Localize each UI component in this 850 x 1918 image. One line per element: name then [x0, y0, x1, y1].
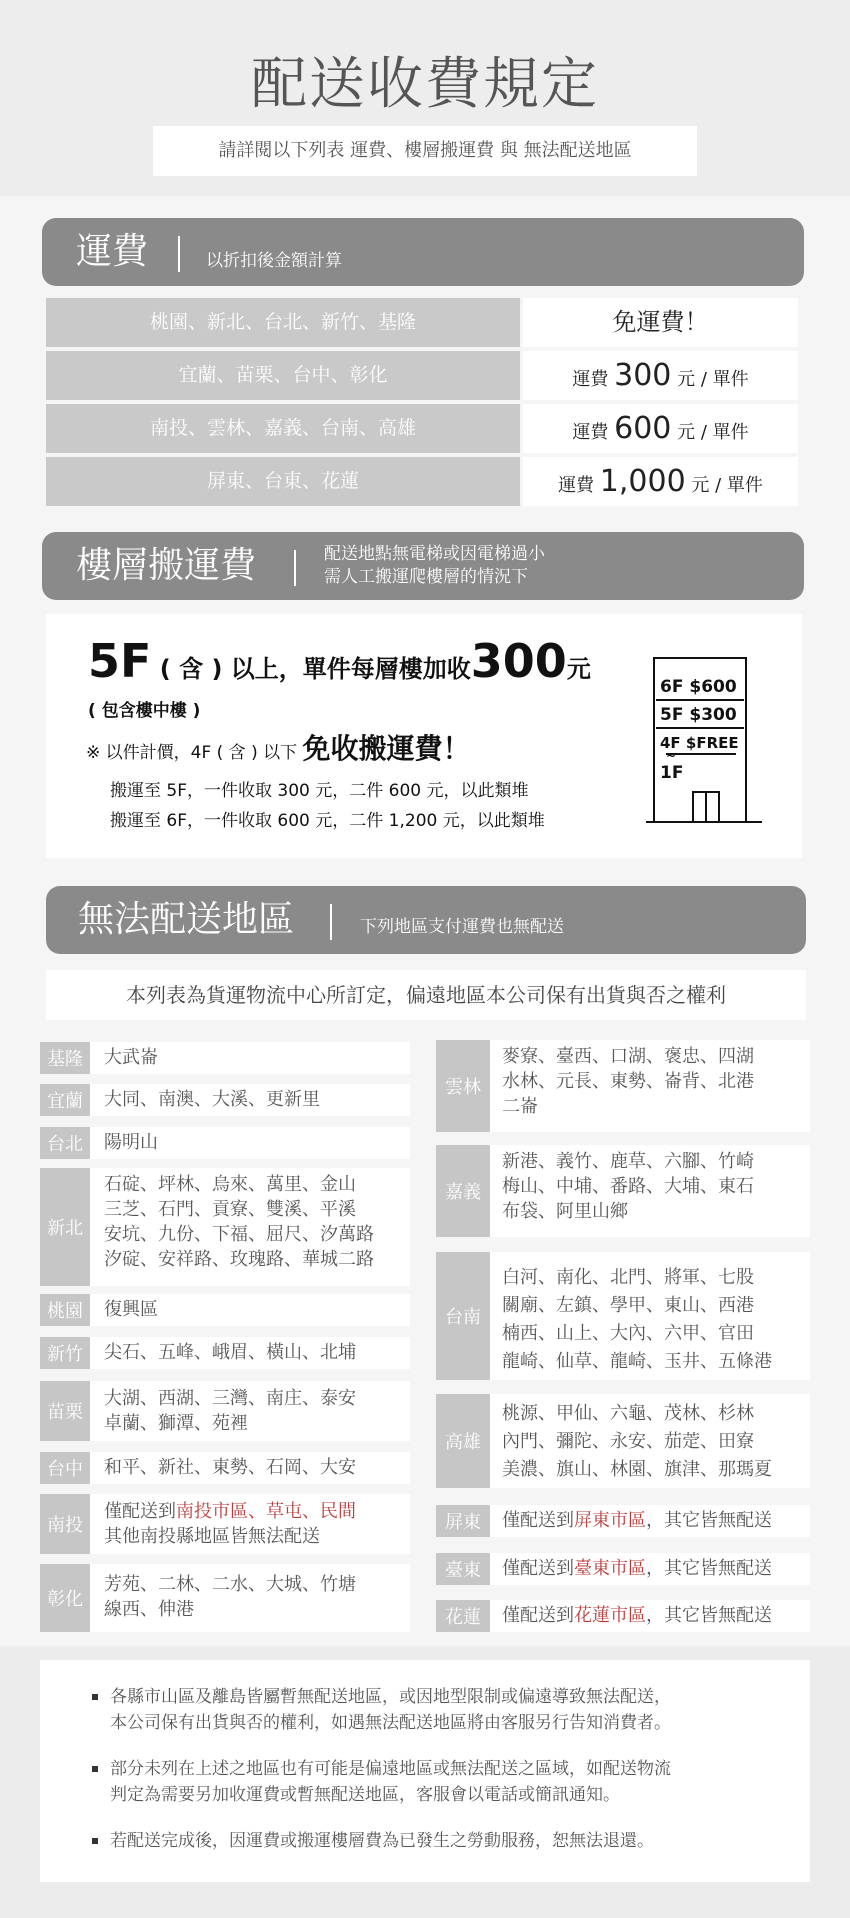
region-line: 新港、義竹、鹿草、六腳、竹崎 — [502, 1151, 754, 1172]
region-text: 僅配送到 — [502, 1510, 574, 1531]
region-tag: 宜蘭 — [40, 1084, 90, 1116]
rate-regions: 桃園、新北、台北、新竹、基隆 — [46, 298, 520, 347]
rate-fee — [523, 457, 798, 506]
note-line: 若配送完成後，因運費或搬運樓層費為已發生之勞動服務，恕無法退還。 — [110, 1831, 654, 1851]
no-delivery-note: 下列地區支付運費也無配送 — [360, 917, 564, 937]
region-row — [40, 1452, 410, 1484]
region-highlight: 民間 — [320, 1501, 356, 1522]
fee-amount: 免運費！ — [612, 308, 709, 336]
region-tag: 台中 — [40, 1452, 90, 1484]
region-line: 三芝、石門、貢寮、雙溪、平溪 — [104, 1199, 356, 1220]
floor-free-text: ※ 以件計價，4F ( 含 ) 以下 — [86, 743, 298, 763]
fee-amount: 600 — [614, 411, 672, 446]
region-line: 美濃、旗山、林園、旗津、那瑪夏 — [502, 1459, 772, 1480]
region-line: 關廟、左鎮、學甲、東山、西港 — [502, 1295, 754, 1316]
region-line: 布袋、阿里山鄉 — [502, 1201, 628, 1222]
region-tag: 桃園 — [40, 1294, 90, 1326]
region-line: 卓蘭、獅潭、苑裡 — [104, 1413, 248, 1434]
region-list: 陽明山 — [104, 1132, 158, 1153]
floor-5f-label: 5F $300 — [660, 705, 737, 725]
ellipsis-mark: ~ — [666, 749, 677, 763]
region-row — [436, 1553, 810, 1585]
region-row — [436, 1505, 810, 1537]
region-line: 大湖、西湖、三灣、南庄、泰安 — [104, 1388, 356, 1409]
note-line: 本公司保有出貨與否的權利，如遇無法配送地區將由客服另行告知消費者。 — [110, 1713, 671, 1733]
region-line: 安坑、九份、下福、屈尺、汐萬路 — [104, 1224, 374, 1245]
fee-unit: 元 / 單件 — [677, 369, 749, 390]
note-text — [70, 1828, 654, 1854]
shipping-title: 運費 — [76, 231, 149, 272]
bullet-icon — [92, 1838, 98, 1844]
region-row — [40, 1381, 410, 1441]
fee-prefix: 運費 — [572, 422, 609, 443]
region-line: 桃源、甲仙、六龜、茂林、杉林 — [502, 1403, 754, 1424]
region-list: 和平、新社、東勢、石岡、大安 — [104, 1457, 356, 1478]
fee-prefix: 運費 — [558, 475, 595, 496]
region-list — [104, 1499, 356, 1549]
no-delivery-header — [46, 886, 806, 954]
floor-4f-label: 4F $FREE — [660, 734, 739, 752]
region-text: ，其它皆無配送 — [646, 1605, 772, 1626]
region-list — [104, 1172, 374, 1272]
fee-amount: 1,000 — [599, 464, 686, 499]
page-header — [0, 0, 850, 196]
region-line: 龍崎、仙草、龍崎、玉井、五條港 — [502, 1351, 772, 1372]
region-line: 其他南投縣地區皆無法配送 — [104, 1526, 320, 1547]
note-line: 部分未列在上述之地區也有可能是偏遠地區或無法配送之區域，如配送物流 — [110, 1759, 671, 1779]
region-list — [104, 1572, 356, 1622]
region-list — [502, 1556, 772, 1581]
building-illustration — [640, 654, 768, 824]
floor-note-1: 配送地點無電梯或因電梯過小 — [324, 544, 545, 564]
region-list: 大武崙 — [104, 1047, 158, 1068]
note-item — [70, 1756, 671, 1808]
floor-1f-label: 1F — [660, 763, 684, 783]
region-row — [40, 1168, 410, 1286]
region-row — [40, 1084, 410, 1116]
region-list: 復興區 — [104, 1299, 158, 1320]
region-list — [104, 1386, 356, 1436]
page-subtitle: 請詳閱以下列表 運費、樓層搬運費 與 無法配送地區 — [153, 126, 697, 176]
region-row — [40, 1042, 410, 1074]
region-text: 僅配送到 — [104, 1501, 176, 1522]
region-text: 僅配送到 — [502, 1605, 574, 1626]
fee-unit: 元 / 單件 — [691, 475, 763, 496]
shipping-header — [42, 218, 804, 286]
region-list — [502, 1264, 772, 1376]
region-list — [502, 1044, 754, 1119]
floor-free-line — [86, 727, 471, 767]
region-separator: 、 — [248, 1501, 266, 1522]
floor-head-fee: 300 — [470, 634, 567, 688]
region-row — [436, 1145, 810, 1237]
region-tag: 南投 — [40, 1494, 90, 1554]
note-line: 各縣市山區及離島皆屬暫無配送地區，或因地型限制或偏遠導致無法配送， — [110, 1687, 671, 1707]
region-row — [40, 1494, 410, 1554]
region-tag: 台北 — [40, 1127, 90, 1159]
region-tag: 高雄 — [436, 1394, 490, 1488]
region-line: 麥寮、臺西、口湖、褒忠、四湖 — [502, 1046, 754, 1067]
region-tag: 新北 — [40, 1168, 90, 1286]
region-line: 內門、彌陀、永安、茄萣、田寮 — [502, 1431, 754, 1452]
rate-fee — [523, 404, 798, 453]
note-item — [70, 1684, 671, 1736]
no-delivery-title: 無法配送地區 — [78, 899, 295, 940]
region-row — [436, 1252, 810, 1380]
region-line: 梅山、中埔、番路、大埔、東石 — [502, 1176, 754, 1197]
region-tag: 雲林 — [436, 1040, 490, 1132]
rate-regions: 宜蘭、苗栗、台中、彰化 — [46, 351, 520, 400]
floor-head-5f: 5F — [88, 634, 152, 688]
region-tag: 基隆 — [40, 1042, 90, 1074]
region-row — [436, 1394, 810, 1488]
region-line — [104, 1499, 356, 1524]
page-title: 配送收費規定 — [251, 52, 599, 117]
region-highlight: 草屯 — [266, 1501, 302, 1522]
no-delivery-subtitle: 本列表為貨運物流中心所訂定，偏遠地區本公司保有出貨與否之權利 — [46, 970, 806, 1020]
region-line: 白河、南化、北門、將軍、七股 — [502, 1267, 754, 1288]
floor-header — [42, 532, 804, 600]
region-line: 芳苑、二林、二水、大城、竹塘 — [104, 1574, 356, 1595]
divider — [294, 550, 296, 586]
region-highlight: 花蓮市區 — [574, 1605, 646, 1626]
region-row — [40, 1127, 410, 1159]
floor-example-2: 搬運至 6F，一件收取 600 元，二件 1,200 元，以此類堆 — [110, 811, 545, 831]
floor-6f-label: 6F $600 — [660, 677, 737, 697]
region-row — [40, 1294, 410, 1326]
region-highlight: 南投市區 — [176, 1501, 248, 1522]
shipping-note: 以折扣後金額計算 — [206, 251, 342, 271]
region-line: 二崙 — [502, 1096, 538, 1117]
note-text — [70, 1684, 671, 1736]
region-text: 僅配送到 — [502, 1558, 574, 1579]
region-list — [502, 1508, 772, 1533]
fee-amount: 300 — [614, 358, 672, 393]
divider — [178, 236, 180, 272]
floor-head-text: ( 含 ) 以上，單件每層樓加收 — [151, 655, 471, 683]
region-tag: 臺東 — [436, 1553, 490, 1585]
region-line: 水林、元長、東勢、崙背、北港 — [502, 1071, 754, 1092]
region-tag: 苗栗 — [40, 1381, 90, 1441]
rate-fee — [523, 298, 798, 347]
floor-example-1: 搬運至 5F，一件收取 300 元，二件 600 元，以此類堆 — [110, 781, 529, 801]
bullet-icon — [92, 1766, 98, 1772]
fee-prefix: 運費 — [572, 369, 609, 390]
rate-regions: 屏東、台東、花蓮 — [46, 457, 520, 506]
region-tag: 彰化 — [40, 1564, 90, 1632]
region-tag: 嘉義 — [436, 1145, 490, 1237]
note-item — [70, 1828, 654, 1854]
divider — [330, 904, 332, 940]
bullet-icon — [92, 1694, 98, 1700]
region-tag: 屏東 — [436, 1505, 490, 1537]
region-highlight: 屏東市區 — [574, 1510, 646, 1531]
region-line: 線西、伸港 — [104, 1599, 194, 1620]
region-line: 石碇、坪林、烏來、萬里、金山 — [104, 1174, 356, 1195]
region-tag: 花蓮 — [436, 1600, 490, 1632]
floor-head-unit: 元 — [566, 655, 591, 683]
region-row — [40, 1564, 410, 1632]
floor-note-2: 需人工搬運爬樓層的情況下 — [324, 567, 528, 587]
note-text — [70, 1756, 671, 1808]
floor-headline — [88, 634, 591, 688]
region-line: 汐碇、安祥路、玫瑰路、華城二路 — [104, 1249, 374, 1270]
region-list — [502, 1603, 772, 1628]
region-list: 大同、南澳、大溪、更新里 — [104, 1089, 320, 1110]
fee-unit: 元 / 單件 — [677, 422, 749, 443]
region-text: ，其它皆無配送 — [646, 1510, 772, 1531]
note-line: 判定為需要另加收運費或暫無配送地區，客服會以電話或簡訊通知。 — [110, 1785, 620, 1805]
rate-regions: 南投、雲林、嘉義、台南、高雄 — [46, 404, 520, 453]
floor-free-highlight: 免收搬運費！ — [302, 732, 471, 765]
region-tag: 新竹 — [40, 1337, 90, 1369]
region-row — [436, 1040, 810, 1132]
region-row — [40, 1337, 410, 1369]
region-list: 尖石、五峰、峨眉、橫山、北埔 — [104, 1342, 356, 1363]
region-highlight: 臺東市區 — [574, 1558, 646, 1579]
region-tag: 台南 — [436, 1252, 490, 1380]
region-text: ，其它皆無配送 — [646, 1558, 772, 1579]
region-list — [502, 1400, 772, 1484]
floor-include-note: ( 包含樓中樓 ) — [88, 701, 201, 721]
region-separator: 、 — [302, 1501, 320, 1522]
region-row — [436, 1600, 810, 1632]
region-line: 楠西、山上、大內、六甲、官田 — [502, 1323, 754, 1344]
region-list — [502, 1149, 754, 1224]
floor-title: 樓層搬運費 — [76, 545, 257, 586]
rate-fee — [523, 351, 798, 400]
